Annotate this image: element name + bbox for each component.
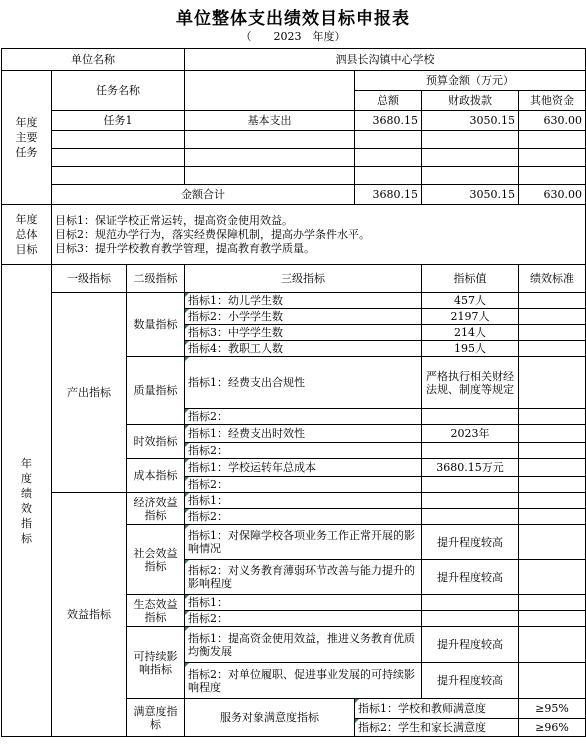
indicator-value	[422, 611, 519, 627]
indicator-name: 指标1：经费支出时效性	[185, 425, 422, 443]
benefit-label: 效益指标	[52, 493, 127, 737]
indicator-standard	[519, 425, 586, 443]
sum-fiscal: 3050.15	[422, 185, 519, 205]
level1-header: 一级指标	[52, 265, 127, 293]
table-row	[2, 149, 586, 167]
table-row	[2, 111, 586, 131]
level3-header: 三级指标	[185, 265, 422, 293]
indicator-name: 指标1：学校和教师满意度	[355, 699, 519, 719]
sum-row	[2, 185, 586, 205]
overall-goal-label: 年度 总体 目标	[2, 205, 52, 265]
indicator-value: 提升程度较高	[422, 560, 519, 595]
task-name: 任务1	[52, 111, 185, 131]
task-content: 基本支出	[185, 111, 355, 131]
indicator-standard	[519, 357, 586, 409]
indicator-value	[422, 509, 519, 525]
indicator-value	[422, 409, 519, 425]
indicator-standard	[519, 325, 586, 341]
indicator-name: 指标2：	[185, 611, 422, 627]
quantity-label: 数量指标	[127, 293, 185, 357]
indicator-standard	[519, 560, 586, 595]
indicator-name: 指标2：	[185, 477, 422, 493]
task-other: 630.00	[519, 111, 586, 131]
overall-goals	[52, 205, 586, 265]
service-satisfaction-label: 服务对象满意度指标	[185, 699, 355, 737]
task-name-header: 任务名称	[52, 71, 185, 111]
economic-label: 经济效益指标	[127, 493, 185, 525]
table-row	[2, 493, 586, 509]
indicator-name: 指标1：提高资金使用效益，推进义务教育优质均衡发展	[185, 627, 422, 663]
indicator-name: 指标1：学校运转年总成本	[185, 459, 422, 477]
goal-3: 目标3：提升学校教育教学管理，提高教育教学质量。	[55, 241, 315, 255]
cost-label: 成本指标	[127, 459, 185, 493]
indicator-name: 指标1：	[185, 595, 422, 611]
table-row	[2, 131, 586, 149]
indicator-name: 指标1：	[185, 493, 422, 509]
indicator-value	[422, 595, 519, 611]
indicator-standard	[519, 509, 586, 525]
indicators-label: 年 度 绩 效 指 标	[2, 265, 52, 737]
indicator-value: ≥95%	[519, 699, 586, 719]
indicator-name: 指标2：小学学生数	[185, 309, 422, 325]
ecological-label: 生态效益指标	[127, 595, 185, 627]
indicator-name: 指标2：	[185, 443, 422, 459]
indicator-name: 指标2：学生和家长满意度	[355, 719, 519, 737]
indicator-value: 提升程度较高	[422, 627, 519, 663]
indicator-value: 2197人	[422, 309, 519, 325]
indicator-name: 指标1：幼儿学生数	[185, 293, 422, 309]
sum-other: 630.00	[519, 185, 586, 205]
social-label: 社会效益指标	[127, 525, 185, 595]
unit-name-value: 泗县长沟镇中心学校	[185, 49, 586, 71]
other-header: 其他资金	[519, 91, 586, 111]
value-header: 指标值	[422, 265, 519, 293]
task-total: 3680.15	[355, 111, 422, 131]
indicator-name: 指标2：	[185, 409, 422, 425]
sum-total: 3680.15	[355, 185, 422, 205]
indicator-value: 2023年	[422, 425, 519, 443]
performance-table	[1, 48, 586, 737]
indicator-standard	[519, 459, 586, 477]
indicator-standard	[519, 663, 586, 699]
indicator-value	[422, 493, 519, 509]
indicator-standard	[519, 341, 586, 357]
time-label: 时效指标	[127, 425, 185, 459]
indicator-value: 3680.15万元	[422, 459, 519, 477]
total-header: 总额	[355, 91, 422, 111]
output-label: 产出指标	[52, 293, 127, 493]
level2-header: 二级指标	[127, 265, 185, 293]
indicator-value	[422, 443, 519, 459]
goal-2: 目标2：规范办学行为，落实经费保障机制，提高办学条件水平。	[55, 227, 370, 241]
indicator-standard	[519, 627, 586, 663]
goal-1: 目标1：保证学校正常运转，提高资金使用效益。	[55, 213, 293, 227]
table-row	[2, 167, 586, 185]
indicator-value: 严格执行相关财经法规、制度等规定	[422, 357, 519, 409]
indicator-standard	[519, 309, 586, 325]
sum-label: 金额合计	[52, 185, 355, 205]
indicator-value: 提升程度较高	[422, 525, 519, 560]
indicator-standard	[519, 293, 586, 309]
table-row	[2, 293, 586, 309]
year-line: （ 2023 年度）	[240, 30, 346, 43]
page-title: 单位整体支出绩效目标申报表	[176, 9, 410, 29]
satisfaction-label: 满意度指标	[127, 699, 185, 737]
indicator-value: 195人	[422, 341, 519, 357]
indicator-name: 指标3：中学学生数	[185, 325, 422, 341]
indicator-value: ≥96%	[519, 719, 586, 737]
indicator-standard	[519, 611, 586, 627]
task-fiscal: 3050.15	[422, 111, 519, 131]
indicator-value	[422, 477, 519, 493]
quality-label: 质量指标	[127, 357, 185, 425]
indicator-standard	[519, 595, 586, 611]
indicator-standard	[519, 493, 586, 509]
indicator-standard	[519, 477, 586, 493]
budget-header: 预算金额（万元）	[355, 71, 586, 91]
standard-header: 绩效标准	[519, 265, 586, 293]
indicator-name: 指标4：教职工人数	[185, 341, 422, 357]
fiscal-header: 财政拨款	[422, 91, 519, 111]
indicator-name: 指标2：对单位履职、促进事业发展的可持续影响程度	[185, 663, 422, 699]
indicator-name: 指标1：对保障学校各项业务工作正常开展的影响情况	[185, 525, 422, 560]
task-content-header	[185, 71, 355, 111]
indicator-name: 指标2：	[185, 509, 422, 525]
indicator-value: 214人	[422, 325, 519, 341]
indicator-standard	[519, 525, 586, 560]
indicator-standard	[519, 409, 586, 425]
indicator-standard	[519, 443, 586, 459]
unit-name-label: 单位名称	[2, 49, 185, 71]
annual-tasks-label: 年度 主要 任务	[2, 71, 52, 205]
indicator-name: 指标2：对义务教育薄弱环节改善与能力提升的影响程度	[185, 560, 422, 595]
indicator-name: 指标1：经费支出合规性	[185, 357, 422, 409]
indicator-value: 提升程度较高	[422, 663, 519, 699]
sustainable-label: 可持续影响指标	[127, 627, 185, 699]
indicator-value: 457人	[422, 293, 519, 309]
